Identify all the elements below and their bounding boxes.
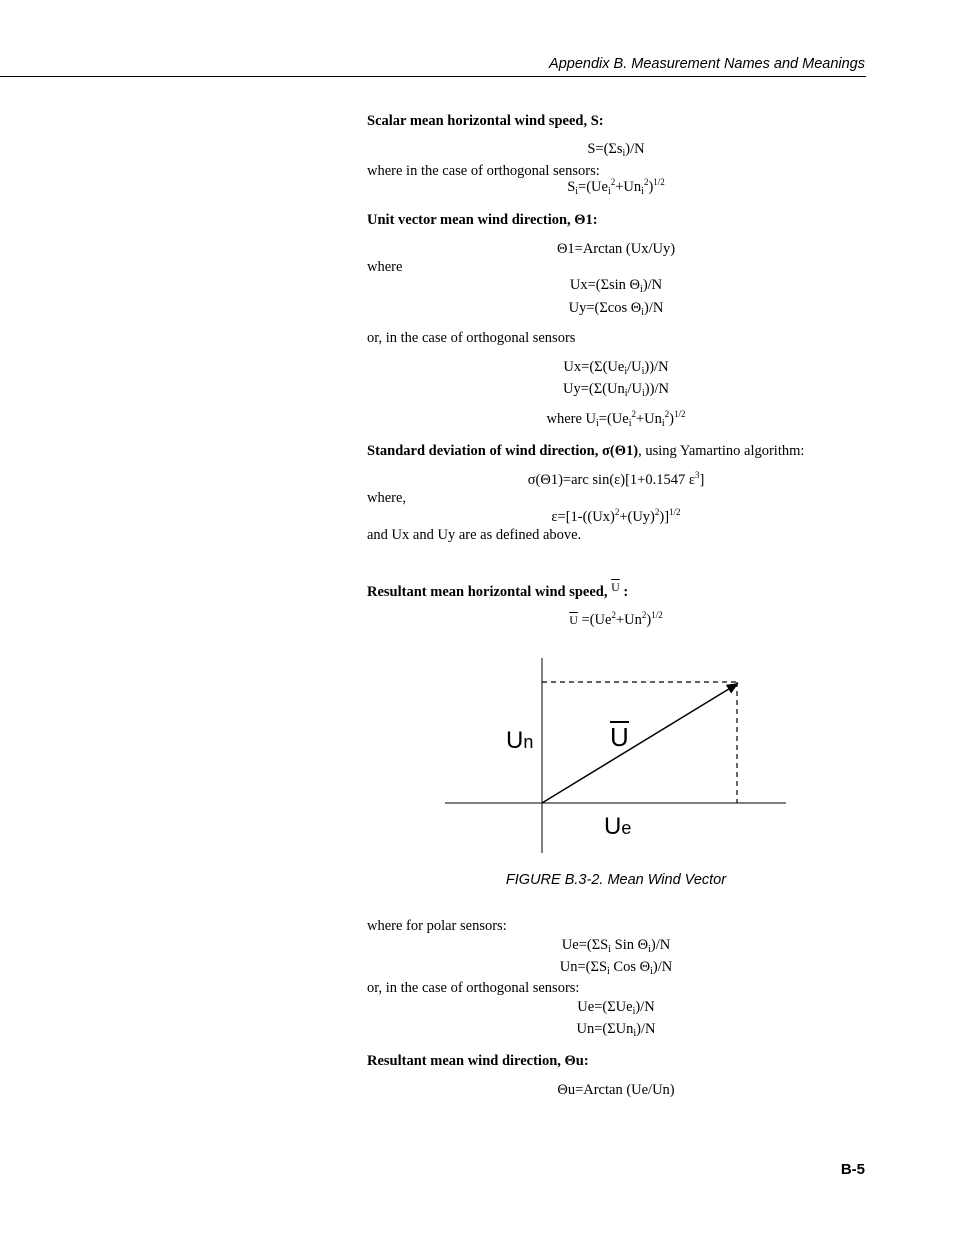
equation-theta-u: Θu=Arctan (Ue/Un) bbox=[557, 1082, 675, 1098]
equation-scalar-s: $S=(\Sigma s_i)/N$ bbox=[587, 141, 645, 159]
heading-unit-vector-direction: Unit vector mean wind direction, Θ1: bbox=[367, 212, 598, 228]
text-where-comma: where, bbox=[367, 490, 407, 506]
label-u-bar: U bbox=[610, 722, 629, 752]
equation-epsilon: $\varepsilon=[1-((Ux)^2+(Uy)^2)]^{1/2}$ bbox=[551, 507, 681, 525]
figure-caption: FIGURE B.3-2. Mean Wind Vector bbox=[505, 872, 727, 888]
resultant-vector-arrow bbox=[542, 684, 737, 803]
equation-sigma: σ(Θ1)=arc sin(ε)[1+0.1547 $\varepsilon^3$] bbox=[527, 470, 705, 488]
text-where-orthogonal: where in the case of orthogonal sensors: bbox=[367, 163, 600, 179]
label-un: Un bbox=[506, 727, 534, 754]
equation-theta1: Θ1=Arctan (Ux/Uy) bbox=[556, 241, 676, 257]
label-ue: Ue bbox=[604, 813, 632, 840]
equation-un-orthogonal: Un=(ΣUn$_i$)/N bbox=[576, 1021, 656, 1039]
text-where: where bbox=[367, 259, 403, 275]
text-polar-sensors: where for polar sensors: bbox=[367, 918, 507, 934]
equation-ui: where $U_i=(Ue_i^2+Un_i^2)^{1/2}$ bbox=[546, 409, 686, 429]
heading-scalar-speed: Scalar mean horizontal wind speed, S: bbox=[367, 113, 604, 129]
equation-ue-orthogonal: Ue=(ΣUe$_i$)/N bbox=[577, 999, 655, 1017]
equation-un-polar: $Un=(\Sigma S_i$ Cos $\Theta_i)/N$ bbox=[559, 959, 673, 977]
equation-ux-polar: Ux=(Σsin $\Theta_i)/N$ bbox=[569, 277, 663, 295]
heading-resultant-direction: Resultant mean wind direction, Θu: bbox=[367, 1053, 589, 1069]
u-bar-symbol: $\overline{U}$ bbox=[611, 580, 620, 594]
equation-uy-polar: Uy=(Σcos $\Theta_i)/N$ bbox=[568, 300, 664, 318]
equation-scalar-si: $S_i=(Ue_i^2+Un_i^2)^{1/2}$ bbox=[567, 177, 665, 197]
equation-ux-orthogonal: $Ux=(\Sigma(Ue_i/U_i))/N$ bbox=[563, 359, 669, 377]
heading-std-dev-direction: Standard deviation of wind direction, σ(Θ1), using Yamartino algorithm: bbox=[367, 443, 805, 459]
running-header: Appendix B. Measurement Names and Meanings bbox=[549, 56, 865, 72]
equation-ue-polar: $Ue=(\Sigma S_i$ Sin $\Theta_i)/N$ bbox=[561, 937, 671, 955]
heading-resultant-speed: Resultant mean horizontal wind speed, $\overline{U}$ : bbox=[367, 580, 629, 600]
text-defined-above: and Ux and Uy are as defined above. bbox=[367, 527, 582, 543]
page-number: B-5 bbox=[840, 1161, 865, 1178]
text-orthogonal-sensors: or, in the case of orthogonal sensors bbox=[367, 330, 576, 346]
equation-resultant-speed: $\overline{U} =(Ue^2+Un^2)^{1/2}$ bbox=[569, 610, 663, 628]
equation-uy-orthogonal: $Uy=(\Sigma(Un_i/U_i))/N$ bbox=[563, 381, 669, 399]
text-orthogonal-sensors-2: or, in the case of orthogonal sensors: bbox=[367, 980, 580, 996]
